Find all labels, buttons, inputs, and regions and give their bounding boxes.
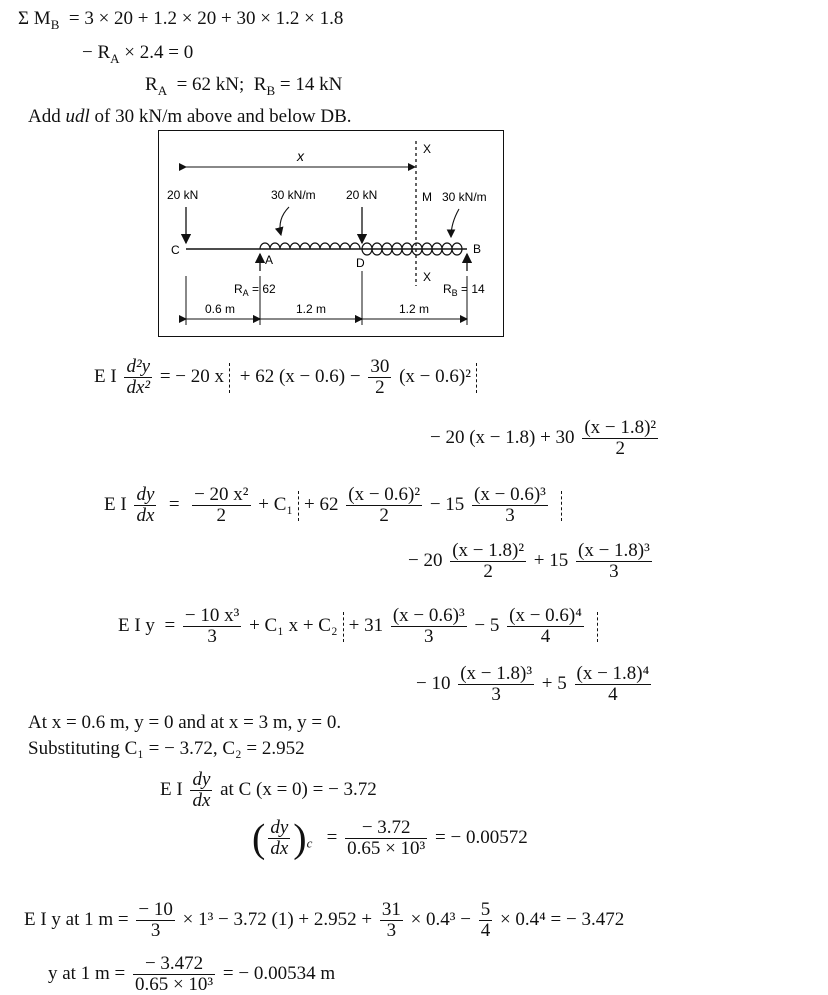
dy-dx-fraction: $\frac{dy}{dx}$ xyxy=(270,817,289,859)
fraction: $\frac{\text{(x − 1.8)⁴}}{4}$ xyxy=(576,663,650,705)
dim-label-2: 1.2 m xyxy=(296,302,327,316)
fraction: $\frac{- 10}{3}$ xyxy=(138,899,173,941)
deflection-y-at-1m: y at 1 m = $\frac{- 3.472}{\text{0.65 × 10³}}$ = − 0.00534 m xyxy=(48,953,336,995)
fraction-30-over-2: $\frac{30}{2}$ xyxy=(370,356,390,398)
section-m-label: M xyxy=(422,190,432,204)
udl-pointer-1 xyxy=(280,207,289,235)
second-derivative-continuation: − 20 (x − 1.8) + 30 $\frac{\text{(x − 1.8)²}}{2}$ xyxy=(430,417,657,459)
second-derivative-equation: E I $\frac{\text{d²y}}{\text{dx²}}$ = − 20 x + 62 (x − 0.6) − $\frac{30}{2}$ (x − 0.6)² xyxy=(94,357,482,398)
fraction: $\frac{\text{(x − 1.8)²}}{2}$ xyxy=(452,540,525,582)
fraction: $\frac{\text{(x − 1.8)³}}{3}$ xyxy=(578,540,650,582)
slope-equation: E I $\frac{dy}{dx}$ = $\frac{\text{− 20 x²}}{2}$ + C₁ + 62 $\frac{\text{(x − 0.6)²}}{2}$ − 15 $\frac{\text{(x − 0.6)³}}{3}$ xyxy=(104,485,567,526)
dim-label-3: 1.2 m xyxy=(399,302,430,316)
fraction: $\frac{\text{(x − 0.6)²}}{2}$ xyxy=(348,484,421,526)
macaulay-bracket xyxy=(343,612,344,642)
fraction: $\frac{\text{(x − 1.8)²}}{2}$ xyxy=(584,417,657,459)
udl-label-2: 30 kN/m xyxy=(442,190,487,204)
moment-equation-line1: Σ $M_B = 3 \times 20 + 1.2 \times 20 + 30 \times 1.2 \times 1.8$ xyxy=(18,8,344,32)
macaulay-bracket xyxy=(597,612,598,642)
macaulay-bracket xyxy=(561,491,562,521)
slope-at-c: E I $\frac{dy}{dx}$ at C (x = 0) = − 3.72 xyxy=(160,769,377,811)
load-d-label: 20 kN xyxy=(346,188,378,202)
deflection-equation: E I y = $\frac{\text{− 10 x³}}{3}$ + C₁ x + C₂ + 31 $\frac{\text{(x − 0.6)³}}{3}$ − 5 $\frac{\text{(x − 0.6)⁴}}{4}$ xyxy=(118,606,603,647)
fraction: $\frac{- 3.472}{\text{0.65 × 10³}}$ xyxy=(134,953,214,995)
udl-pointer-2 xyxy=(451,209,459,237)
reaction-b-label: $R_B = 14$ xyxy=(443,282,485,298)
fraction: $\frac{31}{3}$ xyxy=(381,899,401,941)
dy-dx-fraction: $\frac{dy}{dx}$ xyxy=(136,484,155,526)
udl-label-1: 30 kN/m xyxy=(271,188,316,202)
udl-intro-text: Add udl of 30 kN/m above and below DB. xyxy=(28,106,352,127)
section-x-top-label: X xyxy=(423,142,432,156)
constants-substitution: Substituting C₁ = − 3.72, C₂ = 2.952 xyxy=(28,738,305,759)
beam-diagram-svg xyxy=(159,131,503,336)
deflection-at-1m: E I y at 1 m = $\frac{- 10}{3}$ × 1³ − 3.72 (1) + 2.952 + $\frac{31}{3}$ × 0.4³ − $\frac{5}{4}$ × 0.4⁴ = − 3.472 xyxy=(24,899,625,941)
section-x-bottom-label: X xyxy=(423,270,432,284)
moment-equation-line2: − $R_A \times 2.4 = 0$ xyxy=(82,42,194,66)
boundary-conditions: At x = 0.6 m, y = 0 and at x = 3 m, y = 0. xyxy=(28,712,342,733)
reactions-result: $R_A = 62$ kN; $R_B = 14$ kN xyxy=(145,74,343,98)
fraction: $\frac{\text{(x − 0.6)³}}{3}$ xyxy=(392,605,465,647)
load-c-label: 20 kN xyxy=(167,188,199,202)
point-b-label: B xyxy=(473,242,482,256)
fraction: $\frac{\text{− 10 x³}}{3}$ xyxy=(184,605,240,647)
macaulay-bracket xyxy=(298,491,299,521)
point-d-label: D xyxy=(356,256,365,270)
slope-continuation: − 20 $\frac{\text{(x − 1.8)²}}{2}$ + 15 $\frac{\text{(x − 1.8)³}}{3}$ xyxy=(408,540,650,582)
point-a-label: A xyxy=(265,253,274,267)
fraction: $\frac{5}{4}$ xyxy=(480,899,491,941)
macaulay-bracket xyxy=(476,363,477,393)
fraction: $\frac{\text{(x − 0.6)³}}{3}$ xyxy=(474,484,546,526)
macaulay-bracket xyxy=(229,363,230,393)
point-c-label: C xyxy=(171,243,180,257)
d2y-dx2-fraction: $\frac{\text{d²y}}{\text{dx²}}$ xyxy=(126,356,151,398)
fraction: $\frac{\text{(x − 0.6)⁴}}{4}$ xyxy=(509,605,582,647)
deflection-continuation: − 10 $\frac{\text{(x − 1.8)³}}{3}$ + 5 $\frac{\text{(x − 1.8)⁴}}{4}$ xyxy=(416,663,650,705)
dy-dx-fraction: $\frac{dy}{dx}$ xyxy=(192,769,211,811)
beam-diagram xyxy=(158,130,504,337)
udl-loops xyxy=(260,243,360,249)
fraction: $\frac{\text{(x − 1.8)³}}{3}$ xyxy=(460,663,533,705)
fraction: $\frac{- 3.72}{\text{0.65 × 10³}}$ xyxy=(347,817,426,859)
slope-at-c-value: ( $\frac{dy}{dx}$ )$_c$ = $\frac{- 3.72}{\text{0.65 × 10³}}$ = − 0.00572 xyxy=(252,815,528,861)
x-label: x xyxy=(297,148,304,164)
fraction: $\frac{\text{− 20 x²}}{2}$ xyxy=(194,484,249,526)
dim-label-1: 0.6 m xyxy=(205,302,236,316)
reaction-a-label: $R_A = 62$ xyxy=(234,282,276,298)
